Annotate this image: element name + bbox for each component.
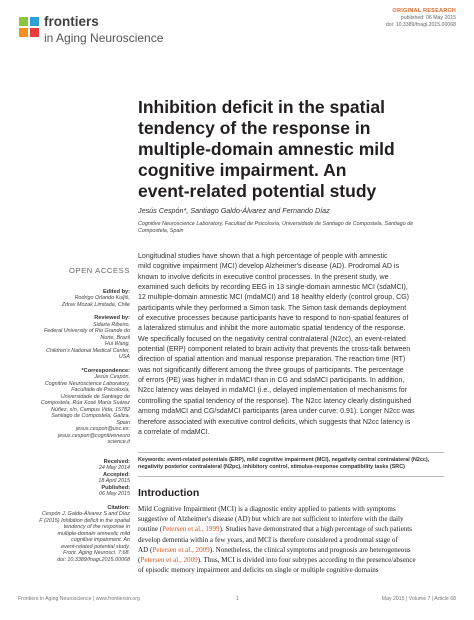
- editor-affiliation: Zdrav Mozak Limitada, Chile: [61, 301, 130, 308]
- author-list[interactable]: Jesús Cespón*, Santiago Galdo-Álvarez and Fernando Díaz: [138, 206, 330, 215]
- reference-link[interactable]: Petersen et al., 2009: [140, 556, 198, 565]
- frontiers-logo-icon: [18, 16, 40, 38]
- received-row: Received: 24 May 2014: [98, 458, 130, 471]
- article-type: ORIGINAL RESEARCH: [392, 8, 456, 14]
- intro-line: AD (Petersen et al., 2009). Nonetheless, the clinical symptoms and prognosis are heterogeneous: [138, 545, 411, 554]
- title-line: tendency of the response in: [138, 118, 371, 138]
- title-line: multiple-domain amnestic mild: [138, 139, 395, 159]
- email-link[interactable]: science.it: [107, 439, 130, 445]
- abstract-line: known to involve deficits in executive control processes. In the present study, we: [138, 273, 389, 281]
- accepted-row: Accepted: 18 April 2015: [98, 471, 130, 484]
- correspondence-line: Spain: [116, 419, 130, 426]
- affiliation: Cognitive Neuroscience Laboratory, Facultad de Psicoloxía, Universidade de Santiago de Compostela, Santiago de Compostela, Spain: [138, 221, 414, 235]
- published-row: Published: 06 May 2015: [98, 484, 130, 497]
- abstract-line: controlling the spatial tendency of the response). The N2cc latency clearly distinguished: [138, 397, 412, 405]
- reviewer-line: Norte, Brazil: [100, 334, 130, 341]
- email-link[interactable]: jesus.cespon@usc.es;: [75, 426, 130, 432]
- title-line: Inhibition deficit in the spatial: [138, 97, 385, 117]
- intro-line: (Petersen et al., 2009). Thus, MCI is divided into four subtypes according to the presence/absence: [138, 556, 416, 565]
- reviewer-line: Federal University of Rio Grande do: [44, 328, 130, 334]
- citation-doi-link[interactable]: doi: 10.3389/fnagi.2015.00068: [57, 556, 130, 563]
- abstract-line: We specifically focused on the negativity central contralateral (N2cc), an event-related: [138, 335, 406, 343]
- doi-link[interactable]: doi: 10.3389/fnagi.2015.00068: [385, 22, 456, 28]
- received-date: 24 May 2014: [98, 465, 130, 471]
- citation-line: F (2015) Inhibition deficit in the spatial: [39, 517, 130, 524]
- logo-word: frontiers: [44, 14, 99, 29]
- citation-line: cognitive impairment. An: [71, 537, 130, 543]
- reviewer-line: Hui Wang,: [104, 341, 130, 347]
- editor-name: Rodrigo Orlando Kuljiš,: [74, 295, 130, 301]
- abstract-line: examined such deficits by recording EEG in 13 single-domain amnestic MCI (sdaMCI),: [138, 284, 408, 292]
- edited-by-label: Edited by:: [102, 288, 130, 295]
- keywords-block: [138, 452, 444, 477]
- page-number: 1: [236, 596, 239, 602]
- sidebar: [18, 268, 130, 563]
- published-date-sidebar: 06 May 2015: [98, 491, 130, 497]
- footer-journal-link[interactable]: Frontiers in Aging Neuroscience | www.frontiersin.org: [18, 596, 140, 602]
- correspondence-label: *Correspondence:: [81, 367, 130, 374]
- published-date: published: 06 May 2015: [400, 15, 456, 21]
- abstract-line: of executive processes because participants have to respond to non-spatial features of: [138, 315, 409, 323]
- reviewer-line: USA: [118, 354, 130, 360]
- intro-line: suggestive of Alzheimer's disease (AD) but which are not sufficient to interfere with the daily: [138, 515, 404, 524]
- reference-link[interactable]: Petersen et al., 2009: [152, 545, 210, 554]
- reviewer-line: Children's National Medical Center,: [45, 347, 130, 354]
- abstract-line: of errors (PE) was higher in mdaMCI than in CG and sdaMCI participants. In addition,: [138, 377, 405, 385]
- intro-line: of episodic memory impairment and deficits on single or multiple cognitive domains: [138, 566, 379, 575]
- footer-volume-info: May 2015 | Volume 7 | Article 68: [381, 596, 456, 602]
- correspondence-line: Facultade de Psicoloxía,: [71, 387, 130, 393]
- abstract-line: was not significantly different among the three groups of participants. The percentage: [138, 366, 404, 374]
- abstract-line: N2cc latency was delayed in mdaMCI (i.e., delayed implementation of mechanisms for: [138, 387, 408, 395]
- citation-line: tendency of the response in: [63, 524, 130, 530]
- abstract-line: mild cognitive impairment (MCI) develop Alzheimer's disease (AD). Prodromal AD is: [138, 263, 399, 271]
- citation-line: Cespón J, Galdo-Álvarez S and Díaz: [41, 511, 130, 517]
- abstract-line: a lateralized stimulus and inhibit the more automatic spatial tendency of the response.: [138, 325, 406, 333]
- citation-label: Citation:: [107, 504, 130, 511]
- divider: [138, 452, 444, 453]
- abstract-line: a correlate of mdaMCI.: [138, 428, 210, 436]
- keywords-line: negativity posterior contralateral (N2pc), inhibitory control, stimulus-response compatibility tasks (SRC): [138, 464, 405, 471]
- article-title: [138, 97, 438, 202]
- citation-line: Front. Aging Neurosci. 7:68.: [63, 550, 130, 556]
- correspondence-line: Universidade de Santiago de: [60, 393, 130, 400]
- introduction-body: [138, 504, 444, 575]
- intro-line: Mild Cognitive Impairment (MCI) is a diagnostic entity applied to patients with symptoms: [138, 505, 396, 513]
- open-access-label: OPEN ACCESS: [68, 266, 130, 275]
- title-line: cognitive impairment. An: [138, 160, 347, 180]
- abstract-line: direction of spatial attention and manual response preparation. The reaction time (RT): [138, 356, 406, 364]
- correspondence-line: Núñez, s/n, Campus Vida, 15782: [50, 406, 130, 413]
- divider: [138, 476, 444, 477]
- keywords-line: event-related potentials (ERP), mild cognitive impairment (MCI), negativity central contralateral (N2cc),: [167, 457, 430, 463]
- correspondence-line: Santiago de Compostela, Galiza,: [51, 413, 130, 419]
- abstract-line: therefore associated with executive control deficits, which suggests that N2cc latency is: [138, 418, 411, 426]
- abstract-line: participants while they performed a Simon task. The Simon task demands deployment: [138, 304, 407, 312]
- abstract-line: Longitudinal studies have shown that a high percentage of people with amnestic: [138, 253, 388, 260]
- abstract-line: among mdaMCI and CG/sdaMCI participants (area under curve: 0.91). Longer N2cc was: [138, 408, 415, 416]
- email-link[interactable]: jesus.cespon@cognitiveneuro: [58, 432, 130, 439]
- article-meta: [386, 8, 456, 29]
- accepted-date: 18 April 2015: [98, 478, 130, 484]
- correspondence-line: Cognitive Neuroscience Laboratory,: [44, 380, 130, 387]
- journal-logo: [18, 14, 218, 50]
- title-line: event-related potential study: [138, 181, 377, 201]
- citation-line: event-related potential study.: [61, 543, 130, 550]
- correspondence-line: Jesús Cespón,: [94, 374, 130, 380]
- journal-name: in Aging Neuroscience: [44, 31, 164, 45]
- keywords-label: Keywords:: [138, 457, 166, 463]
- citation-line: multiple-domain amnestic mild: [57, 530, 130, 537]
- abstract-line: 12 multiple-domain amnestic MCI (mdaMCI) and 18 healthy elderly (control group, CG): [138, 294, 410, 302]
- reviewed-by-label: Reviewed by:: [94, 315, 130, 321]
- abstract: [138, 252, 444, 438]
- reference-link[interactable]: Petersen et al., 1999: [162, 525, 220, 534]
- intro-line: routine (Petersen et al., 1999). Studies have demonstrated that a high percentage of such patients: [138, 525, 413, 534]
- abstract-line: potential (ERP) component related to brain activity that prevents the cross-talk between: [138, 346, 411, 354]
- correspondence-line: Compostela, Rúa Xosé María Suárez: [40, 400, 130, 406]
- section-heading-introduction: Introduction: [138, 487, 200, 499]
- reviewer-line: Sidarta Ribeiro,: [92, 321, 130, 328]
- intro-line: develop dementia within a few years, and MCI is therefore considered a prodromal stage of: [138, 535, 398, 544]
